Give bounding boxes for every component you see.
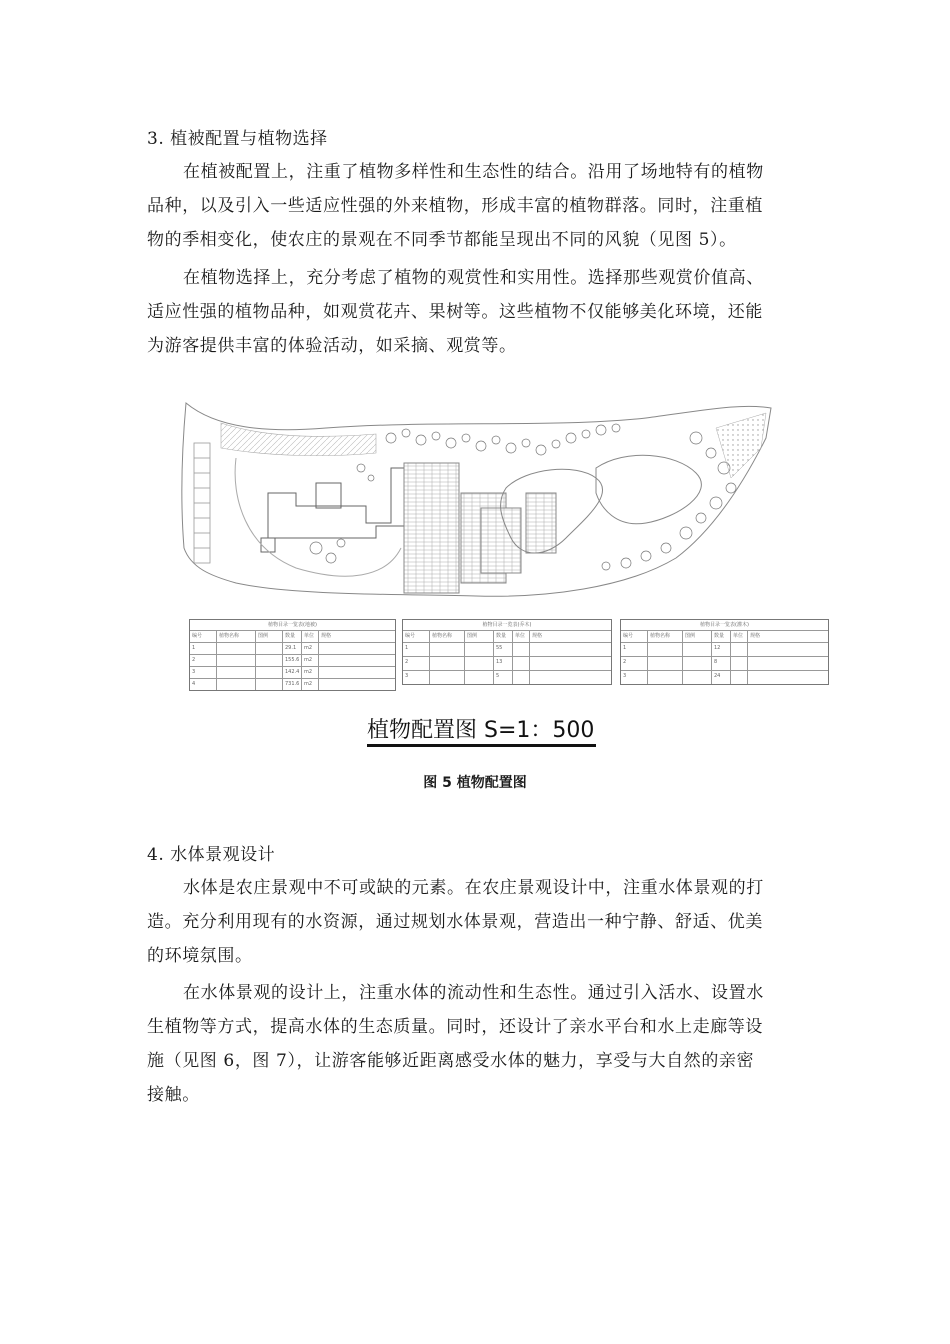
section-3-paragraph-1	[147, 155, 807, 257]
cell: 3	[190, 667, 217, 678]
section-3-paragraph-2	[147, 261, 807, 363]
cell	[513, 657, 530, 670]
table-header	[403, 631, 611, 643]
cell	[683, 643, 712, 656]
cell: 1	[621, 643, 648, 656]
line: 适应性强的植物品种，如观赏花卉、果树等。这些植物不仅能够美化环境，还能	[147, 302, 763, 322]
section-4-paragraph-2	[147, 976, 807, 1112]
cell: 2	[403, 657, 430, 670]
plant-table-groundcover	[189, 619, 396, 691]
table-row	[190, 667, 395, 679]
table-title: 植物目录一览表(灌木)	[621, 620, 828, 631]
plant-table-shrubs	[620, 619, 829, 685]
header-cell: 图例	[683, 631, 712, 642]
table-row	[403, 643, 611, 657]
cell	[319, 667, 393, 678]
drawing-title: 植物配置图 S=1：500	[367, 718, 595, 743]
cell	[217, 667, 256, 678]
cell: 155.6	[283, 655, 302, 666]
cell	[217, 655, 256, 666]
header-cell: 单位	[513, 631, 530, 642]
cell	[256, 679, 283, 690]
header-cell: 植物名称	[648, 631, 683, 642]
cell: m2	[302, 667, 319, 678]
cell	[530, 671, 608, 684]
line: 施（见图 6，图 7），让游客能够近距离感受水体的魅力，享受与大自然的亲密	[147, 1051, 755, 1071]
table-header	[190, 631, 395, 643]
drawing-title-underline	[367, 744, 596, 747]
cell	[731, 657, 748, 670]
cell	[319, 655, 393, 666]
cell	[430, 657, 465, 670]
header-cell: 单位	[302, 631, 319, 642]
cell	[530, 657, 608, 670]
cell	[748, 671, 825, 684]
cell	[465, 671, 494, 684]
cell	[430, 643, 465, 656]
header-cell: 数量	[494, 631, 513, 642]
table-header	[621, 631, 828, 643]
plant-table-trees	[402, 619, 612, 685]
cell: 12	[712, 643, 731, 656]
cell	[256, 643, 283, 654]
cell	[648, 643, 683, 656]
cell: 29.1	[283, 643, 302, 654]
section-4-paragraph-1	[147, 871, 807, 973]
header-cell: 数量	[712, 631, 731, 642]
cell	[648, 671, 683, 684]
cell	[683, 671, 712, 684]
table-title: 植物目录一览表(乔木)	[403, 620, 611, 631]
table-row	[403, 671, 611, 684]
header-cell: 编号	[403, 631, 430, 642]
cell	[217, 643, 256, 654]
table-row	[621, 657, 828, 671]
cell	[683, 657, 712, 670]
section-4-heading: 4. 水体景观设计	[147, 845, 276, 865]
header-cell: 规格	[321, 633, 332, 639]
cell: 24	[712, 671, 731, 684]
line: 水体是农庄景观中不可或缺的元素。在农庄景观设计中，注重水体景观的打	[183, 878, 764, 898]
table-row	[190, 643, 395, 655]
table-row	[190, 655, 395, 667]
cell: 142.4	[283, 667, 302, 678]
header-cell: 规格	[750, 633, 761, 639]
header-cell: 数量	[283, 631, 302, 642]
cell	[513, 671, 530, 684]
cell	[430, 671, 465, 684]
cell: 2	[190, 655, 217, 666]
cell	[319, 643, 393, 654]
cell	[217, 679, 256, 690]
site-plan-svg	[176, 398, 776, 618]
cell: 8	[712, 657, 731, 670]
cell: m2	[302, 643, 319, 654]
line: 生植物等方式，提高水体的生态质量。同时，还设计了亲水平台和水上走廊等设	[147, 1017, 763, 1037]
header-cell: 编号	[621, 631, 648, 642]
header-cell: 规格	[532, 633, 543, 639]
header-cell: 图例	[465, 631, 494, 642]
cell: 55	[494, 643, 513, 656]
cell	[648, 657, 683, 670]
cell: 731.6	[283, 679, 302, 690]
header-cell: 编号	[190, 631, 217, 642]
cell	[465, 643, 494, 656]
cell: m2	[302, 655, 319, 666]
table-title: 植物目录一览表(地被)	[190, 620, 395, 631]
header-cell: 植物名称	[430, 631, 465, 642]
cell: 5	[494, 671, 513, 684]
table-row	[621, 643, 828, 657]
header-cell: 单位	[731, 631, 748, 642]
line: 为游客提供丰富的体验活动，如采摘、观赏等。	[147, 336, 517, 356]
cell	[731, 643, 748, 656]
table-row	[621, 671, 828, 684]
cell	[465, 657, 494, 670]
cell: 4	[190, 679, 217, 690]
cell: 1	[403, 643, 430, 656]
cell	[731, 671, 748, 684]
cell: 13	[494, 657, 513, 670]
header-cell: 植物名称	[217, 631, 256, 642]
line: 在水体景观的设计上，注重水体的流动性和生态性。通过引入活水、设置水	[183, 983, 764, 1003]
cell	[748, 643, 825, 656]
line: 在植被配置上，注重了植物多样性和生态性的结合。沿用了场地特有的植物	[183, 162, 764, 182]
header-cell: 图例	[256, 631, 283, 642]
cell: m2	[302, 679, 319, 690]
table-row	[190, 679, 395, 690]
cell	[530, 643, 608, 656]
figure-caption: 图 5 植物配置图	[423, 775, 527, 791]
cell	[513, 643, 530, 656]
line: 造。充分利用现有的水资源，通过规划水体景观，营造出一种宁静、舒适、优美	[147, 912, 763, 932]
cell	[256, 667, 283, 678]
table-row	[403, 657, 611, 671]
line: 物的季相变化，使农庄的景观在不同季节都能呈现出不同的风貌（见图 5）。	[147, 230, 737, 250]
line: 的环境氛围。	[147, 946, 253, 966]
cell	[319, 679, 393, 690]
cell	[256, 655, 283, 666]
cell: 3	[403, 671, 430, 684]
line: 在植物选择上，充分考虑了植物的观赏性和实用性。选择那些观赏价值高、	[183, 268, 764, 288]
line: 接触。	[147, 1085, 200, 1105]
line: 品种，以及引入一些适应性强的外来植物，形成丰富的植物群落。同时，注重植	[147, 196, 763, 216]
cell: 3	[621, 671, 648, 684]
cell	[748, 657, 825, 670]
cell: 1	[190, 643, 217, 654]
section-3-heading: 3. 植被配置与植物选择	[147, 129, 328, 149]
cell: 2	[621, 657, 648, 670]
